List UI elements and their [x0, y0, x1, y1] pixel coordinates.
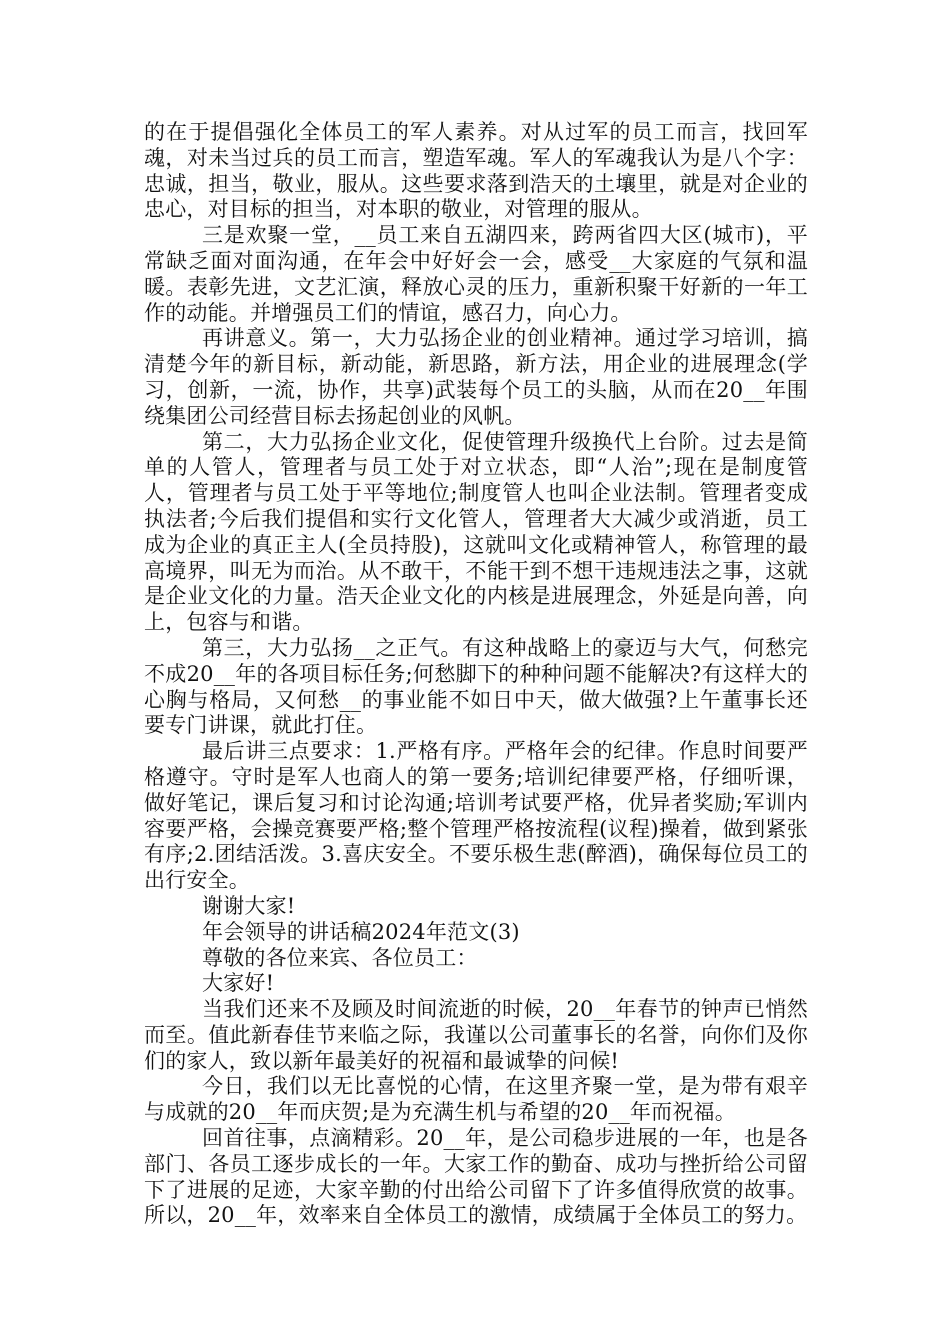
paragraph-5: 第三，大力弘扬__之正气。有这种战略上的豪迈与大气，何愁完不成20__年的各项目标任务;何愁脚下的种种问题不能解决?有这样大的心胸与格局，又何愁__的事业能不如日中天，做大做强?上午董事长还要专门讲课，就此打住。 — [144, 635, 808, 738]
paragraph-2: 三是欢聚一堂，__员工来自五湖四来，跨两省四大区(城市)，平常缺乏面对面沟通，在年会中好好会一会，感受__大家庭的气氛和温暖。表彰先进，文艺汇演，释放心灵的压力，重新积聚干好新的一年工作的动能。并增强员工们的情谊，感召力，向心力。 — [144, 223, 808, 325]
closing-thanks: 谢谢大家! — [202, 893, 296, 918]
paragraph-11: 当我们还来不及顾及时间流逝的时候，20__年春节的钟声已悄然而至。值此新春佳节来临之际，我谨以公司董事长的名誉，向你们及你们的家人，致以新年最美好的祝福和最诚挚的问候! — [144, 997, 808, 1073]
paragraph-13: 回首往事，点滴精彩。20__年，是公司稳步进展的一年，也是各部门、各员工逐步成长的一年。大家工作的勤奋、成功与挫折给公司留下了进展的足迹，大家辛勤的付出给公司留下了许多值得欣赏的故事。所以，20__年，效率来自全体员工的激情，成绩属于全体员工的努力。 — [144, 1126, 808, 1228]
paragraph-3: 再讲意义。第一，大力弘扬企业的创业精神。通过学习培训，搞清楚今年的新目标，新动能，新思路，新方法，用企业的进展理念(学习，创新，一流，协作，共享)武装每个员工的头脑，从而在20__年围绕集团公司经营目标去扬起创业的风帆。 — [144, 326, 808, 428]
paragraph-4: 第二，大力弘扬企业文化，促使管理升级换代上台阶。过去是简单的人管人，管理者与员工处于对立状态，即“人治”;现在是制度管人，管理者与员工处于平等地位;制度管人也叫企业法制。管理者变成执法者;今后我们提倡和实行文化管人，管理者大大减少或消逝，员工成为企业的真正主人(全员持股)，这就叫文化或精神管人，称管理的最高境界，叫无为而治。从不敢干，不能干到不想干违规违法之事，这就是企业文化的力量。浩天企业文化的内核是进展理念，外延是向善，向上，包容与和谐。 — [144, 429, 808, 635]
paragraph-1: 的在于提倡强化全体员工的军人素养。对从过军的员工而言，找回军魂，对未当过兵的员工而言，塑造军魂。军人的军魂我认为是八个字：忠诚，担当，敬业，服从。这些要求落到浩天的土壤里，就是对企业的忠心，对目标的担当，对本职的敬业，对管理的服从。 — [144, 120, 808, 222]
document-page — [144, 120, 808, 1229]
section-title: 年会领导的讲话稿2024年范文(3) — [202, 919, 520, 944]
paragraph-12: 今日，我们以无比喜悦的心情，在这里齐聚一堂，是为带有艰辛与成就的20__年而庆贺;是为充满生机与希望的20__年而祝福。 — [144, 1074, 808, 1125]
salutation: 尊敬的各位来宾、各位员工： — [202, 945, 478, 970]
greeting: 大家好! — [202, 971, 275, 996]
paragraph-6: 最后讲三点要求：1.严格有序。严格年会的纪律。作息时间要严格遵守。守时是军人也商人的第一要务;培训纪律要严格，仔细听课，做好笔记，课后复习和讨论沟通;培训考试要严格，优异者奖励;军训内容要严格，会操竞赛要严格;整个管理严格按流程(议程)操着，做到紧张有序;2.团结活泼。3.喜庆安全。不要乐极生悲(醉酒)，确保每位员工的出行安全。 — [144, 739, 808, 893]
